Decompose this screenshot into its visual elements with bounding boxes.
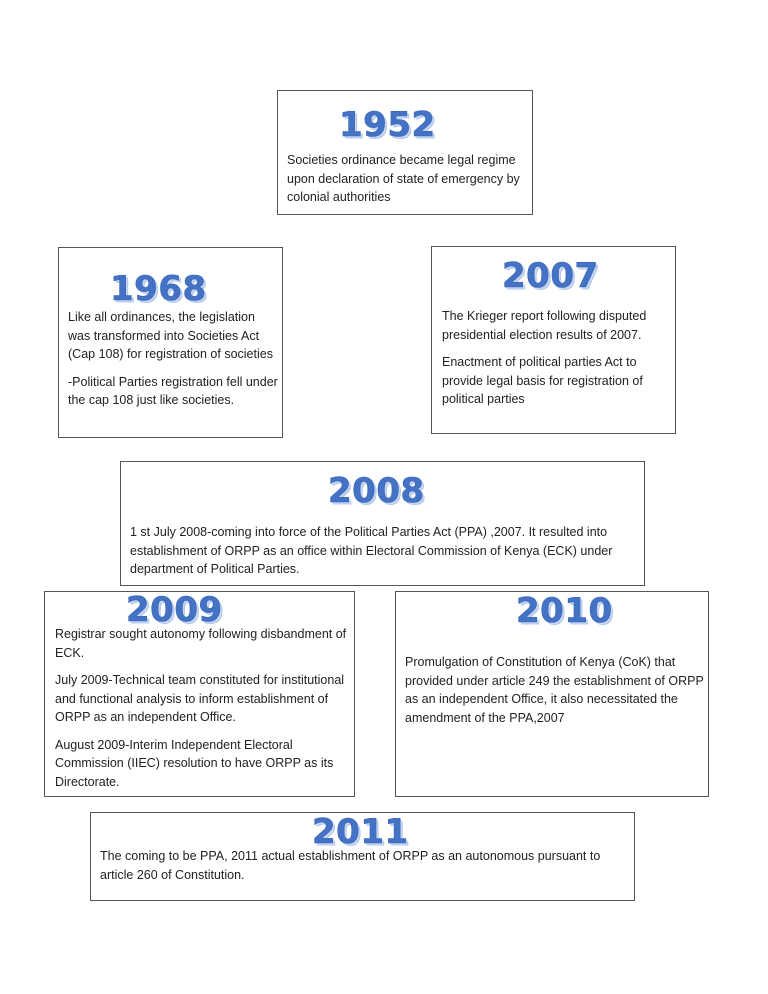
- event-text: Promulgation of Constitution of Kenya (CoK) that provided under article 249 the establishment of ORPP as an independent Office, it also necessitated the amendment of the PPA,2007: [405, 655, 704, 725]
- event-text: Societies ordinance became legal regime upon declaration of state of emergency by colonial authorities: [287, 153, 520, 204]
- year-heading-2010: 2010: [516, 591, 613, 631]
- year-heading-2009: 2009: [126, 590, 223, 630]
- event-text: The Krieger report following disputed presidential election results of 2007.: [442, 309, 647, 342]
- year-heading-1968: 1968: [110, 269, 207, 309]
- event-description-2010: [405, 653, 705, 727]
- event-text: Like all ordinances, the legislation was transformed into Societies Act (Cap 108) for registration of societies: [68, 310, 273, 361]
- event-text: July 2009-Technical team constituted for institutional and functional analysis to inform establishment of ORPP as an independent Office.: [55, 673, 345, 724]
- event-description-2007: [442, 307, 674, 409]
- event-text: 1 st July 2008-coming into force of the Political Parties Act (PPA) ,2007. It resulted into establishment of ORPP as an office within Electoral Commission of Kenya (ECK) under department of Political Parties.: [130, 525, 613, 576]
- event-description-2008: [130, 523, 640, 579]
- event-text: Enactment of political parties Act to provide legal basis for registration of political parties: [442, 355, 643, 406]
- event-text: The coming to be PPA, 2011 actual establishment of ORPP as an autonomous pursuant to article 260 of Constitution.: [100, 849, 601, 882]
- event-text: Registrar sought autonomy following disbandment of ECK.: [55, 627, 347, 660]
- event-description-2009: [55, 625, 353, 791]
- year-heading-2008: 2008: [328, 471, 425, 511]
- year-heading-1952: 1952: [339, 105, 436, 145]
- event-description-1968: [68, 308, 280, 410]
- year-heading-2007: 2007: [502, 256, 599, 296]
- event-description-1952: [287, 151, 527, 207]
- event-text: August 2009-Interim Independent Electoral Commission (IIEC) resolution to have ORPP as its Directorate.: [55, 737, 334, 789]
- event-description-2011: [100, 847, 630, 884]
- year-heading-2011: 2011: [312, 812, 409, 852]
- event-text: -Political Parties registration fell under the cap 108 just like societies.: [68, 374, 278, 407]
